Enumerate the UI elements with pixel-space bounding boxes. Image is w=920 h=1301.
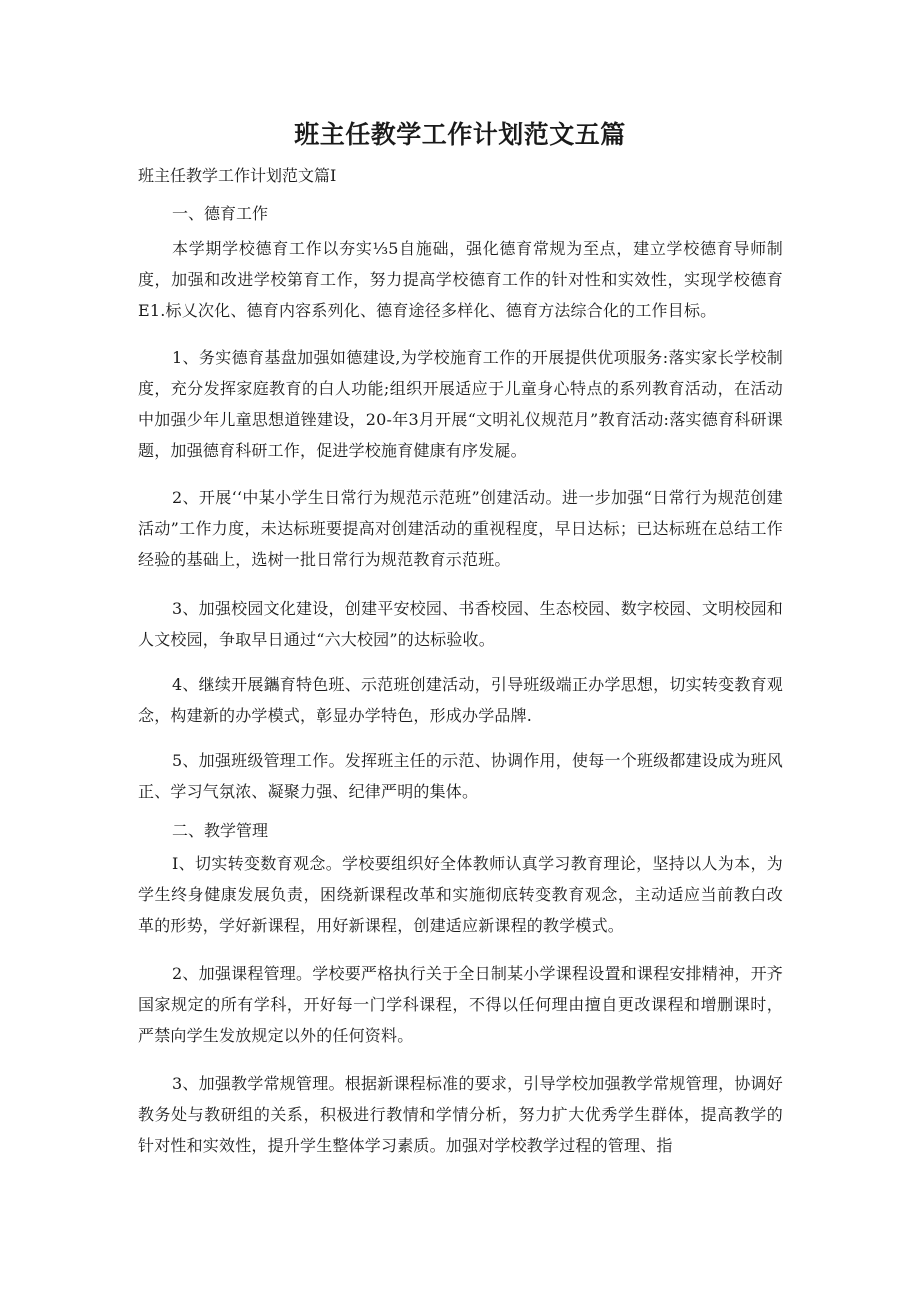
document-subtitle: 班主任教学工作计划范文篇I (138, 166, 337, 185)
document-title: 班主任教学工作计划范文五篇 (294, 120, 626, 149)
paragraph: 3、加强校园文化建设，创建平安校园、书香校园、生态校园、数字校园、文明校园和人文校园，争取早日通过“六大校园”的达标验收。 (138, 599, 783, 649)
paragraph: 4、继续开展鑴育特色班、示范班创建活动，引导班级端正办学思想，切实转变教育观念，构建新的办学模式，彰显办学特色，形成办学品牌. (138, 675, 783, 725)
paragraph: 本学期学校德育工作以夯实⅓5自施础，强化德育常规为至点，建立学校德育导师制度，加强和改进学校第育工作，努力提高学校德育工作的针对性和实效性，实现学校德育E1.标乂次化、德育内容系列化、德育途径多样化、德育方法综合化的工作目标。 (138, 239, 783, 320)
section-heading-teaching-management: 二、教学管理 (172, 821, 269, 840)
paragraph: I、切实转变数育观念。学校要组织好全体教师认真学习教育理论，坚持以人为本，为学生终身健康发展负责，困绕新课程改革和实施彻底转变教育观念，主动适应当前教白改革的形势，学好新课程，用好新课程，创建适应新课程的教学模式。 (138, 854, 783, 935)
paragraph: 1、务实德育基盘加强如德建设,为学校施育工作的开展提供优项服务:落实家长学校制度，充分发挥家庭教育的白人功能;组织开展适应于儿童身心特点的系列教育活动，在活动中加强少年儿童思想道锉建设，20-年3月开展“文明礼仪规范月”教育活动:落实德育科研课题，加强德育科研工作，促进学校施育健康有序发屣。 (138, 348, 783, 460)
section-heading-moral-education: 一、德育工作 (172, 204, 269, 223)
paragraph: 5、加强班级管理工作。发挥班主任的示范、协调作用，使每一个班级都建设成为班风正、学习气氛浓、凝聚力强、纪律严明的集体。 (138, 751, 783, 801)
paragraph: 3、加强教学常规管理。根据新课程标准的要求，引导学校加强教学常规管理，协调好教务处与教研组的关系，积极进行教情和学情分析，努力扩大优秀学生群体，提高教学的针对性和实效性，提升学生整体学习素质。加强对学校教学过程的管理、指 (138, 1074, 783, 1155)
paragraph: 2、加强课程管理。学校要严格执行关于全日制某小学课程设置和课程安排精神，开齐国家规定的所有学科，开好每一门学科课程，不得以任何理由擅自更改课程和增删课时，严禁向学生发放规定以外的任何资料。 (138, 964, 783, 1045)
paragraph: 2、开展‘‘中某小学生日常行为规范示范班”创建活动。进一步加强“日常行为规范创建活动”工作力度，未达标班要提高对创建活动的重视程度，早日达标；已达标班在总结工作经验的基础上，选树一批日常行为规范教育示范班。 (138, 488, 783, 569)
